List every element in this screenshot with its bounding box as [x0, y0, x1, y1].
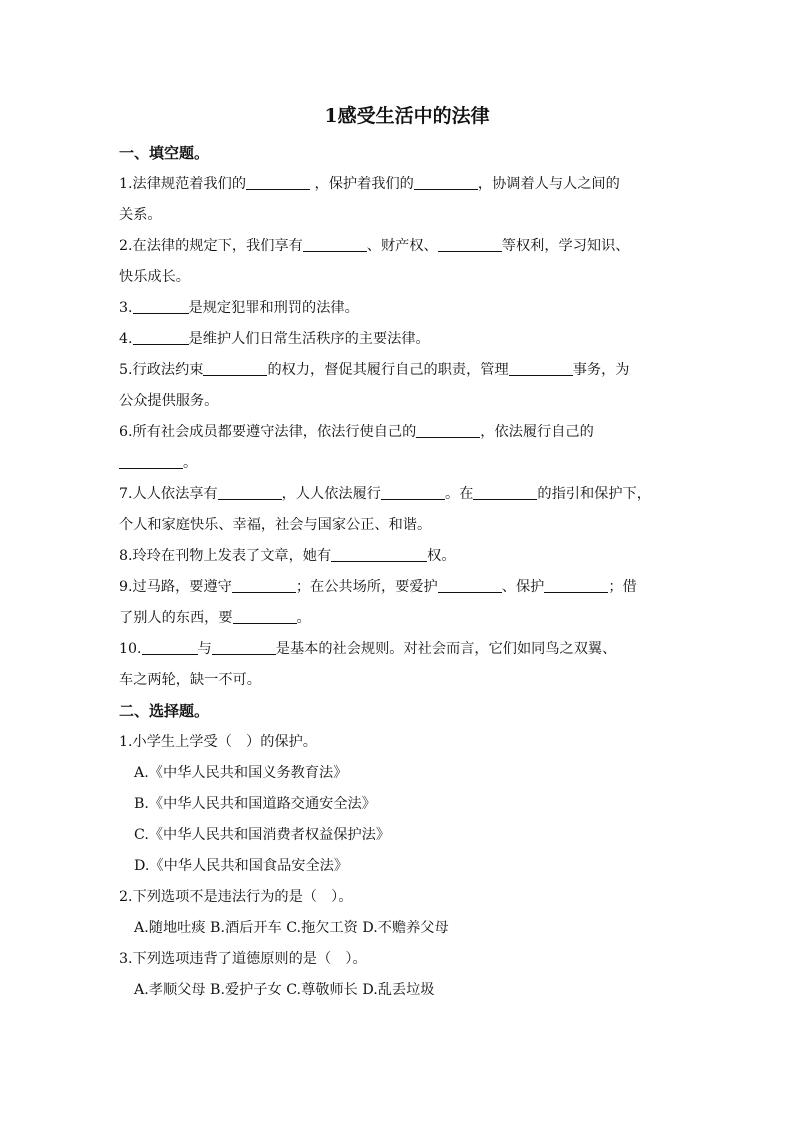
- q5-text-c: 事务，为: [572, 362, 630, 378]
- q3-text-a: 3.: [119, 300, 133, 316]
- question-6-line-2: [119, 448, 675, 479]
- q5-text-a: 5.行政法约束: [119, 362, 204, 378]
- question-3: [119, 293, 675, 324]
- question-2-line-2: [119, 262, 675, 293]
- q5-text-b: 的权力，督促其履行自己的职责，管理: [267, 362, 509, 378]
- q2-text-c: 等权利，学习知识、: [501, 238, 630, 254]
- q6-text-a: 6.所有社会成员都要遵守法律，依法行使自己的: [119, 424, 417, 440]
- question-6-line-1: [119, 417, 675, 448]
- answer-blank[interactable]: [381, 484, 445, 500]
- q8-text-a: 8.玲玲在刊物上发表了文章，她有: [119, 548, 332, 564]
- answer-blank[interactable]: [142, 639, 198, 655]
- question-2-line-1: [119, 231, 675, 262]
- q7-text-d: 的指引和保护下，: [537, 486, 651, 502]
- worksheet-page: [119, 98, 675, 1006]
- q5-text-d: 公众提供服务。: [119, 393, 219, 409]
- choice-question-3-stem: 3.下列选项违背了道德原则的是（ ）。: [119, 951, 367, 967]
- answer-blank[interactable]: [331, 546, 427, 562]
- q6-text-c: 。: [183, 455, 198, 471]
- answer-blank[interactable]: [133, 298, 189, 314]
- question-7-line-2: [119, 510, 675, 541]
- q7-text-e: 个人和家庭快乐、幸福，社会与国家公正、和谐。: [119, 517, 432, 533]
- q1-text-a: 1.法律规范着我们的: [119, 176, 247, 192]
- answer-blank[interactable]: [438, 236, 502, 252]
- answer-blank[interactable]: [438, 577, 502, 593]
- answer-blank[interactable]: [203, 360, 267, 376]
- choice-option-c[interactable]: C.《中华人民共和国消费者权益保护法》: [134, 827, 391, 843]
- q2-text-b: 、财产权、: [366, 238, 438, 254]
- answer-blank[interactable]: [212, 639, 276, 655]
- choice-option-d[interactable]: D.《中华人民共和国食品安全法》: [134, 858, 349, 874]
- question-5-line-1: [119, 355, 675, 386]
- answer-blank[interactable]: [414, 174, 478, 190]
- q10-text-b: 与: [197, 641, 212, 657]
- q9-text-f: 。: [296, 610, 311, 626]
- q9-text-b: ；在公共场所，要爱护: [295, 579, 438, 595]
- answer-blank[interactable]: [246, 174, 310, 190]
- q4-text-b: 是维护人们日常生活秩序的主要法律。: [188, 331, 430, 347]
- answer-blank[interactable]: [509, 360, 573, 376]
- q2-text-a: 2.在法律的规定下，我们享有: [119, 238, 303, 254]
- q10-text-d: 车之两轮，缺一不可。: [119, 672, 261, 688]
- choice-option-a[interactable]: A.《中华人民共和国义务教育法》: [134, 765, 348, 781]
- q2-text-d: 快乐成长。: [119, 269, 190, 285]
- q9-text-d: ；借: [608, 579, 637, 595]
- q1-text-c: ，协调着人与人之间的: [477, 176, 620, 192]
- answer-blank[interactable]: [544, 577, 608, 593]
- q9-text-a: 9.过马路，要遵守: [119, 579, 232, 595]
- section-fill-blank-heading: 一、填空题。: [119, 144, 210, 162]
- q7-text-b: ，人人依法履行: [281, 486, 381, 502]
- q7-text-a: 7.人人依法享有: [119, 486, 218, 502]
- q8-text-b: 权。: [427, 548, 456, 564]
- question-10-line-2: [119, 665, 675, 696]
- q10-text-c: 是基本的社会规则。对社会而言，它们如同鸟之双翼、: [275, 641, 617, 657]
- answer-blank[interactable]: [133, 329, 189, 345]
- q7-text-c: 。在: [445, 486, 474, 502]
- q9-text-e: 了别人的东西，要: [119, 610, 233, 626]
- choice-question-3-options[interactable]: A.孝顺父母 B.爱护子女 C.尊敬师长 D.乱丢垃圾: [134, 982, 435, 998]
- q1-text-b: ，保护着我们的: [310, 176, 414, 192]
- question-4: [119, 324, 675, 355]
- question-1-line-1: [119, 169, 675, 200]
- answer-blank[interactable]: [303, 236, 367, 252]
- choice-question-2-stem: 2.下列选项不是违法行为的是（ ）。: [119, 889, 353, 905]
- question-9-line-2: [119, 603, 675, 634]
- question-5-line-2: [119, 386, 675, 417]
- q6-text-b: ，依法履行自己的: [480, 424, 594, 440]
- question-8: [119, 541, 675, 572]
- q10-text-a: 10.: [119, 641, 142, 657]
- question-10-line-1: [119, 634, 675, 665]
- q9-text-c: 、保护: [501, 579, 545, 595]
- page-title: 1感受生活中的法律: [324, 105, 490, 127]
- answer-blank[interactable]: [233, 608, 297, 624]
- question-9-line-1: [119, 572, 675, 603]
- choice-option-b[interactable]: B.《中华人民共和国道路交通安全法》: [134, 796, 376, 812]
- choice-question-2-options[interactable]: A.随地吐痰 B.酒后开车 C.拖欠工资 D.不赡养父母: [134, 920, 449, 936]
- section-multiple-choice-heading: 二、选择题。: [119, 702, 210, 720]
- answer-blank[interactable]: [473, 484, 537, 500]
- answer-blank[interactable]: [416, 422, 480, 438]
- question-1-line-2: [119, 200, 675, 231]
- q1-text-d: 关系。: [119, 207, 162, 223]
- answer-blank[interactable]: [119, 453, 183, 469]
- answer-blank[interactable]: [232, 577, 296, 593]
- q3-text-b: 是规定犯罪和刑罚的法律。: [188, 300, 359, 316]
- answer-blank[interactable]: [218, 484, 282, 500]
- choice-question-1-stem: 1.小学生上学受（ ）的保护。: [119, 734, 317, 750]
- q4-text-a: 4.: [119, 331, 133, 347]
- question-7-line-1: [119, 479, 675, 510]
